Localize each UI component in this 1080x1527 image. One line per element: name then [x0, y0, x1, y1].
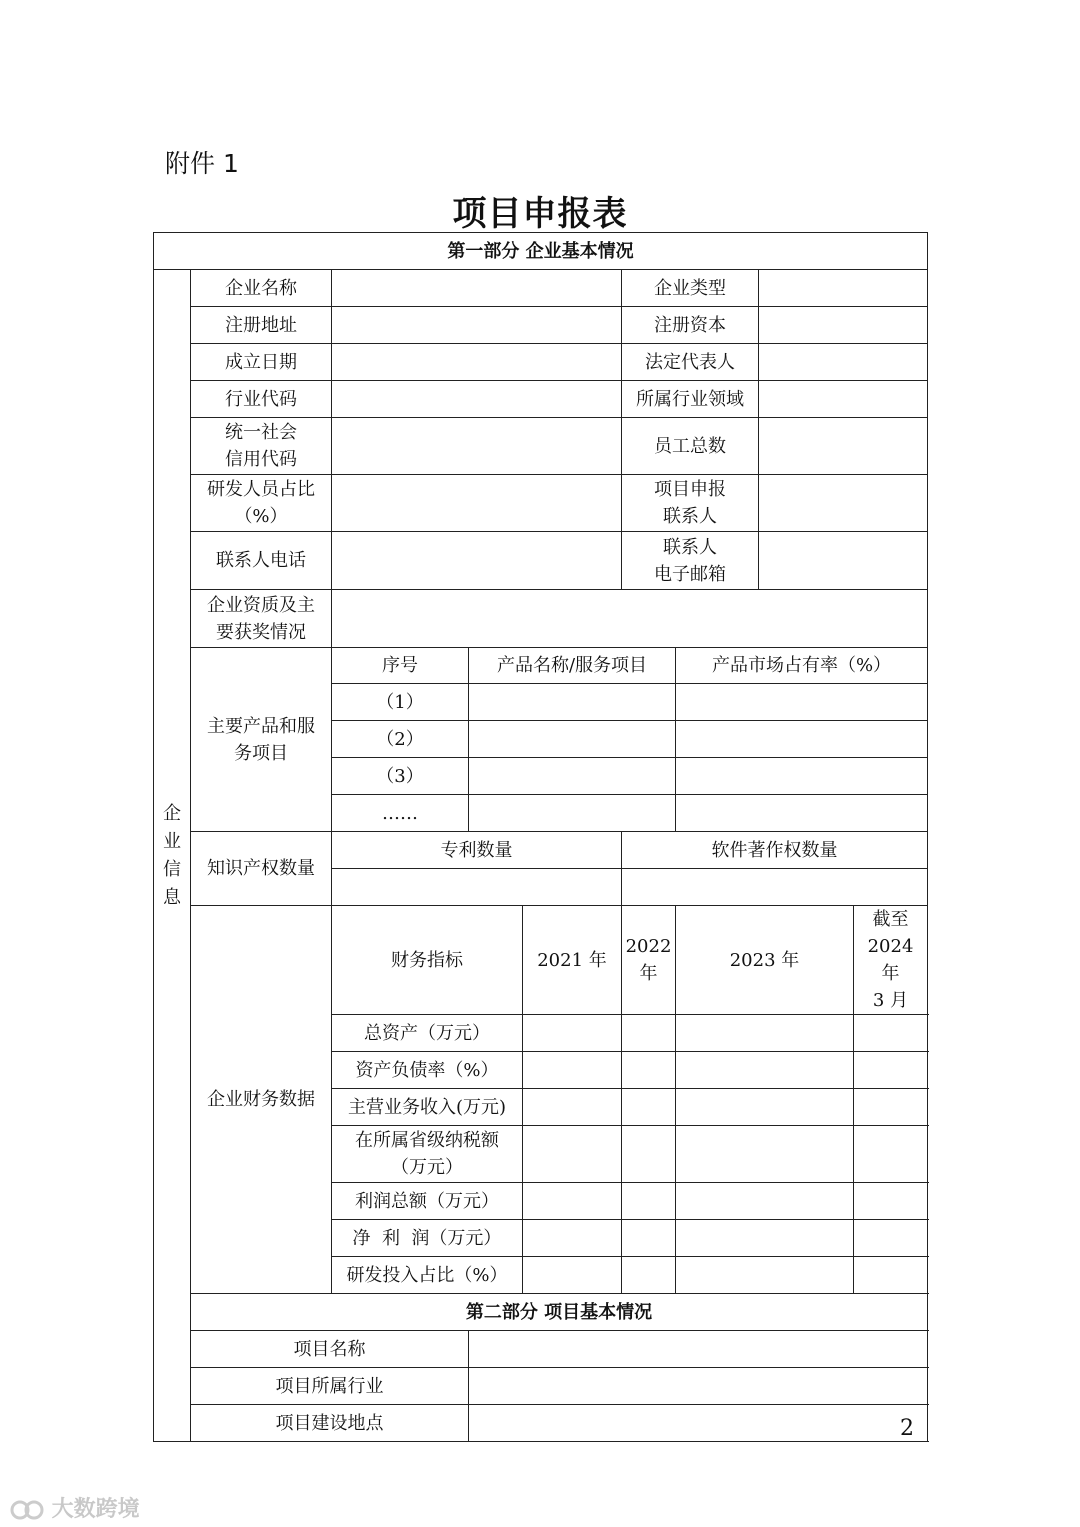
company-info-side-label: 企 业 信 息 — [154, 270, 191, 1442]
finance-row-label: 总资产（万元） — [332, 1015, 523, 1052]
product-name-field[interactable] — [469, 795, 676, 832]
project-location-field[interactable] — [469, 1405, 928, 1442]
finance-cell[interactable] — [523, 1052, 622, 1089]
finance-row-label: 利润总额（万元） — [332, 1183, 523, 1220]
form-title: 项目申报表 — [452, 194, 628, 234]
project-industry-label: 项目所属行业 — [191, 1368, 469, 1405]
finance-row-label: 主营业务收入(万元) — [332, 1089, 523, 1126]
watermark-logo: 大数跨境 — [10, 1492, 140, 1523]
finance-cell[interactable] — [854, 1220, 928, 1257]
finance-row-label: 研发投入占比（%） — [332, 1257, 523, 1294]
product-row-no: …… — [332, 795, 469, 832]
reg-address-field[interactable] — [332, 307, 622, 344]
finance-cell[interactable] — [854, 1089, 928, 1126]
products-col-share: 产品市场占有率（%） — [676, 648, 928, 684]
rd-ratio-field[interactable] — [332, 475, 622, 532]
finance-cell[interactable] — [854, 1257, 928, 1294]
product-share-field[interactable] — [676, 684, 928, 721]
project-location-label: 项目建设地点 — [191, 1405, 469, 1442]
product-name-field[interactable] — [469, 758, 676, 795]
finance-col-2023: 2023 年 — [676, 906, 854, 1015]
project-name-label: 项目名称 — [191, 1331, 469, 1368]
finance-cell[interactable] — [622, 1220, 676, 1257]
company-name-field[interactable] — [332, 270, 622, 307]
company-type-label: 企业类型 — [622, 270, 759, 307]
contact-phone-label: 联系人电话 — [191, 532, 332, 590]
industry-field-field[interactable] — [759, 381, 928, 418]
finance-label: 企业财务数据 — [191, 906, 332, 1294]
qualification-field[interactable] — [332, 590, 928, 648]
watermark-icon — [10, 1499, 44, 1521]
industry-code-label: 行业代码 — [191, 381, 332, 418]
finance-cell[interactable] — [854, 1183, 928, 1220]
staff-total-label: 员工总数 — [622, 418, 759, 475]
product-share-field[interactable] — [676, 758, 928, 795]
product-name-field[interactable] — [469, 721, 676, 758]
contact-email-field[interactable] — [759, 532, 928, 590]
finance-cell[interactable] — [622, 1126, 676, 1183]
product-row-no: （2） — [332, 721, 469, 758]
industry-code-field[interactable] — [332, 381, 622, 418]
product-row-no: （3） — [332, 758, 469, 795]
finance-cell[interactable] — [523, 1183, 622, 1220]
finance-cell[interactable] — [676, 1183, 854, 1220]
company-type-field[interactable] — [759, 270, 928, 307]
staff-total-field[interactable] — [759, 418, 928, 475]
ip-software-field[interactable] — [622, 869, 928, 906]
contact-email-label: 联系人 电子邮箱 — [622, 532, 759, 590]
finance-cell[interactable] — [523, 1089, 622, 1126]
finance-cell[interactable] — [523, 1220, 622, 1257]
finance-cell[interactable] — [523, 1126, 622, 1183]
finance-cell[interactable] — [523, 1015, 622, 1052]
finance-cell[interactable] — [676, 1052, 854, 1089]
qualification-label: 企业资质及主 要获奖情况 — [191, 590, 332, 648]
ip-label: 知识产权数量 — [191, 832, 332, 906]
finance-cell[interactable] — [676, 1089, 854, 1126]
rd-ratio-label: 研发人员占比 （%） — [191, 475, 332, 532]
product-name-field[interactable] — [469, 684, 676, 721]
reg-capital-field[interactable] — [759, 307, 928, 344]
contact-person-field[interactable] — [759, 475, 928, 532]
ip-patents-header: 专利数量 — [332, 832, 622, 869]
project-name-field[interactable] — [469, 1331, 928, 1368]
finance-col-2021: 2021 年 — [523, 906, 622, 1015]
contact-person-label: 项目申报 联系人 — [622, 475, 759, 532]
founded-date-field[interactable] — [332, 344, 622, 381]
finance-cell[interactable] — [676, 1126, 854, 1183]
finance-row-label: 净 利 润（万元） — [332, 1220, 523, 1257]
finance-col-2024: 截至 2024 年 3 月 — [854, 906, 928, 1015]
industry-field-label: 所属行业领域 — [622, 381, 759, 418]
finance-cell[interactable] — [676, 1257, 854, 1294]
finance-col-indicator: 财务指标 — [332, 906, 523, 1015]
products-col-name: 产品名称/服务项目 — [469, 648, 676, 684]
credit-code-field[interactable] — [332, 418, 622, 475]
contact-phone-field[interactable] — [332, 532, 622, 590]
ip-patents-field[interactable] — [332, 869, 622, 906]
finance-cell[interactable] — [676, 1015, 854, 1052]
finance-cell[interactable] — [854, 1052, 928, 1089]
company-name-label: 企业名称 — [191, 270, 332, 307]
product-share-field[interactable] — [676, 721, 928, 758]
finance-row-label: 在所属省级纳税额 （万元） — [332, 1126, 523, 1183]
project-industry-field[interactable] — [469, 1368, 928, 1405]
ip-software-header: 软件著作权数量 — [622, 832, 928, 869]
application-form-table — [153, 232, 928, 1442]
finance-cell[interactable] — [523, 1257, 622, 1294]
legal-rep-field[interactable] — [759, 344, 928, 381]
product-row-no: （1） — [332, 684, 469, 721]
finance-cell[interactable] — [676, 1220, 854, 1257]
finance-cell[interactable] — [854, 1126, 928, 1183]
finance-cell[interactable] — [622, 1183, 676, 1220]
part2-header: 第二部分 项目基本情况 — [191, 1294, 928, 1331]
finance-col-2022: 2022 年 — [622, 906, 676, 1015]
annex-label: 附件 1 — [165, 149, 239, 178]
finance-cell[interactable] — [622, 1015, 676, 1052]
finance-row-label: 资产负债率（%） — [332, 1052, 523, 1089]
finance-cell[interactable] — [854, 1015, 928, 1052]
legal-rep-label: 法定代表人 — [622, 344, 759, 381]
finance-cell[interactable] — [622, 1257, 676, 1294]
product-share-field[interactable] — [676, 795, 928, 832]
products-col-no: 序号 — [332, 648, 469, 684]
credit-code-label: 统一社会 信用代码 — [191, 418, 332, 475]
products-label: 主要产品和服 务项目 — [191, 648, 332, 832]
finance-cell[interactable] — [622, 1052, 676, 1089]
part1-header: 第一部分 企业基本情况 — [154, 233, 928, 270]
page-number: 2 — [900, 1416, 914, 1441]
reg-capital-label: 注册资本 — [622, 307, 759, 344]
finance-cell[interactable] — [622, 1089, 676, 1126]
reg-address-label: 注册地址 — [191, 307, 332, 344]
founded-date-label: 成立日期 — [191, 344, 332, 381]
